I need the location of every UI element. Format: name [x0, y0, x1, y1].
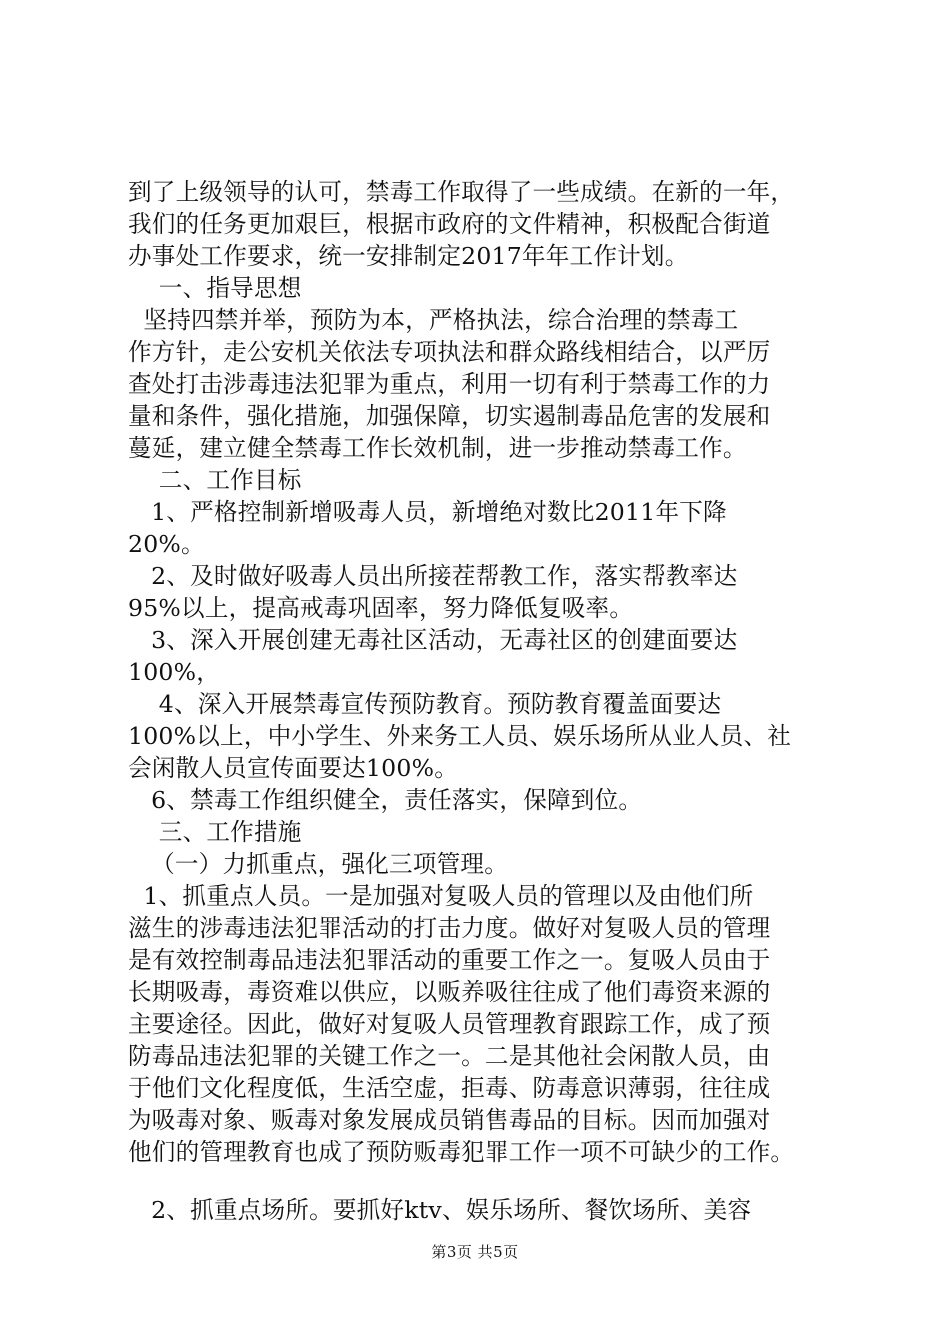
sub-heading: （一）力抓重点，强化三项管理。: [128, 850, 509, 878]
text-line: 办事处工作要求，统一安排制定2017年年工作计划。: [128, 242, 689, 270]
text-line: 于他们文化程度低，生活空虚，拒毒、防毒意识薄弱，往往成: [128, 1074, 771, 1102]
document-body: [128, 176, 833, 1226]
text-line: 20%。: [128, 530, 205, 558]
text-line: 100%以上，中小学生、外来务工人员、娱乐场所从业人员、社: [128, 722, 792, 750]
text-line: 2、抓重点场所。要抓好ktv、娱乐场所、餐饮场所、美容: [128, 1196, 752, 1224]
text-line: 到了上级领导的认可，禁毒工作取得了一些成绩。在新的一年，: [128, 178, 795, 206]
section-heading: 二、工作目标: [128, 466, 302, 494]
page-footer: 第3页 共5页: [431, 1243, 519, 1261]
section-heading: 一、指导思想: [128, 274, 302, 302]
text-line: 95%以上，提高戒毒巩固率，努力降低复吸率。: [128, 594, 634, 622]
text-line: 主要途径。因此，做好对复吸人员管理教育跟踪工作，成了预: [128, 1010, 771, 1038]
text-line: 我们的任务更加艰巨，根据市政府的文件精神，积极配合街道: [128, 210, 771, 238]
text-line: 量和条件，强化措施，加强保障，切实遏制毒品危害的发展和: [128, 402, 771, 430]
section-heading: 三、工作措施: [128, 818, 302, 846]
text-line: 查处打击涉毒违法犯罪为重点，利用一切有利于禁毒工作的力: [128, 370, 771, 398]
text-line: 会闲散人员宣传面要达100%。: [128, 754, 458, 782]
text-line: 3、深入开展创建无毒社区活动，无毒社区的创建面要达: [128, 626, 738, 654]
text-line: 防毒品违法犯罪的关键工作之一。二是其他社会闲散人员，由: [128, 1042, 771, 1070]
text-line: 6、禁毒工作组织健全，责任落实，保障到位。: [128, 786, 643, 814]
text-line: 蔓延，建立健全禁毒工作长效机制，进一步推动禁毒工作。: [128, 434, 747, 462]
text-line: 是有效控制毒品违法犯罪活动的重要工作之一。复吸人员由于: [128, 946, 771, 974]
paragraph-gap: [128, 1168, 833, 1194]
text-line: 作方针，走公安机关依法专项执法和群众路线相结合，以严厉: [128, 338, 771, 366]
text-line: 滋生的涉毒违法犯罪活动的打击力度。做好对复吸人员的管理: [128, 914, 771, 942]
text-line: 2、及时做好吸毒人员出所接茬帮教工作，落实帮教率达: [128, 562, 738, 590]
text-line: 1、严格控制新增吸毒人员，新增绝对数比2011年下降: [128, 498, 727, 526]
text-line: 4、深入开展禁毒宣传预防教育。预防教育覆盖面要达: [128, 690, 722, 718]
text-line: 坚持四禁并举，预防为本，严格执法，综合治理的禁毒工: [128, 306, 739, 334]
text-line: 1、抓重点人员。一是加强对复吸人员的管理以及由他们所: [128, 882, 754, 910]
text-line: 为吸毒对象、贩毒对象发展成员销售毒品的目标。因而加强对: [128, 1106, 771, 1134]
text-line: 100%，: [128, 658, 221, 686]
text-line: 他们的管理教育也成了预防贩毒犯罪工作一项不可缺少的工作。: [128, 1138, 795, 1166]
text-line: 长期吸毒，毒资难以供应，以贩养吸往往成了他们毒资来源的: [128, 978, 771, 1006]
